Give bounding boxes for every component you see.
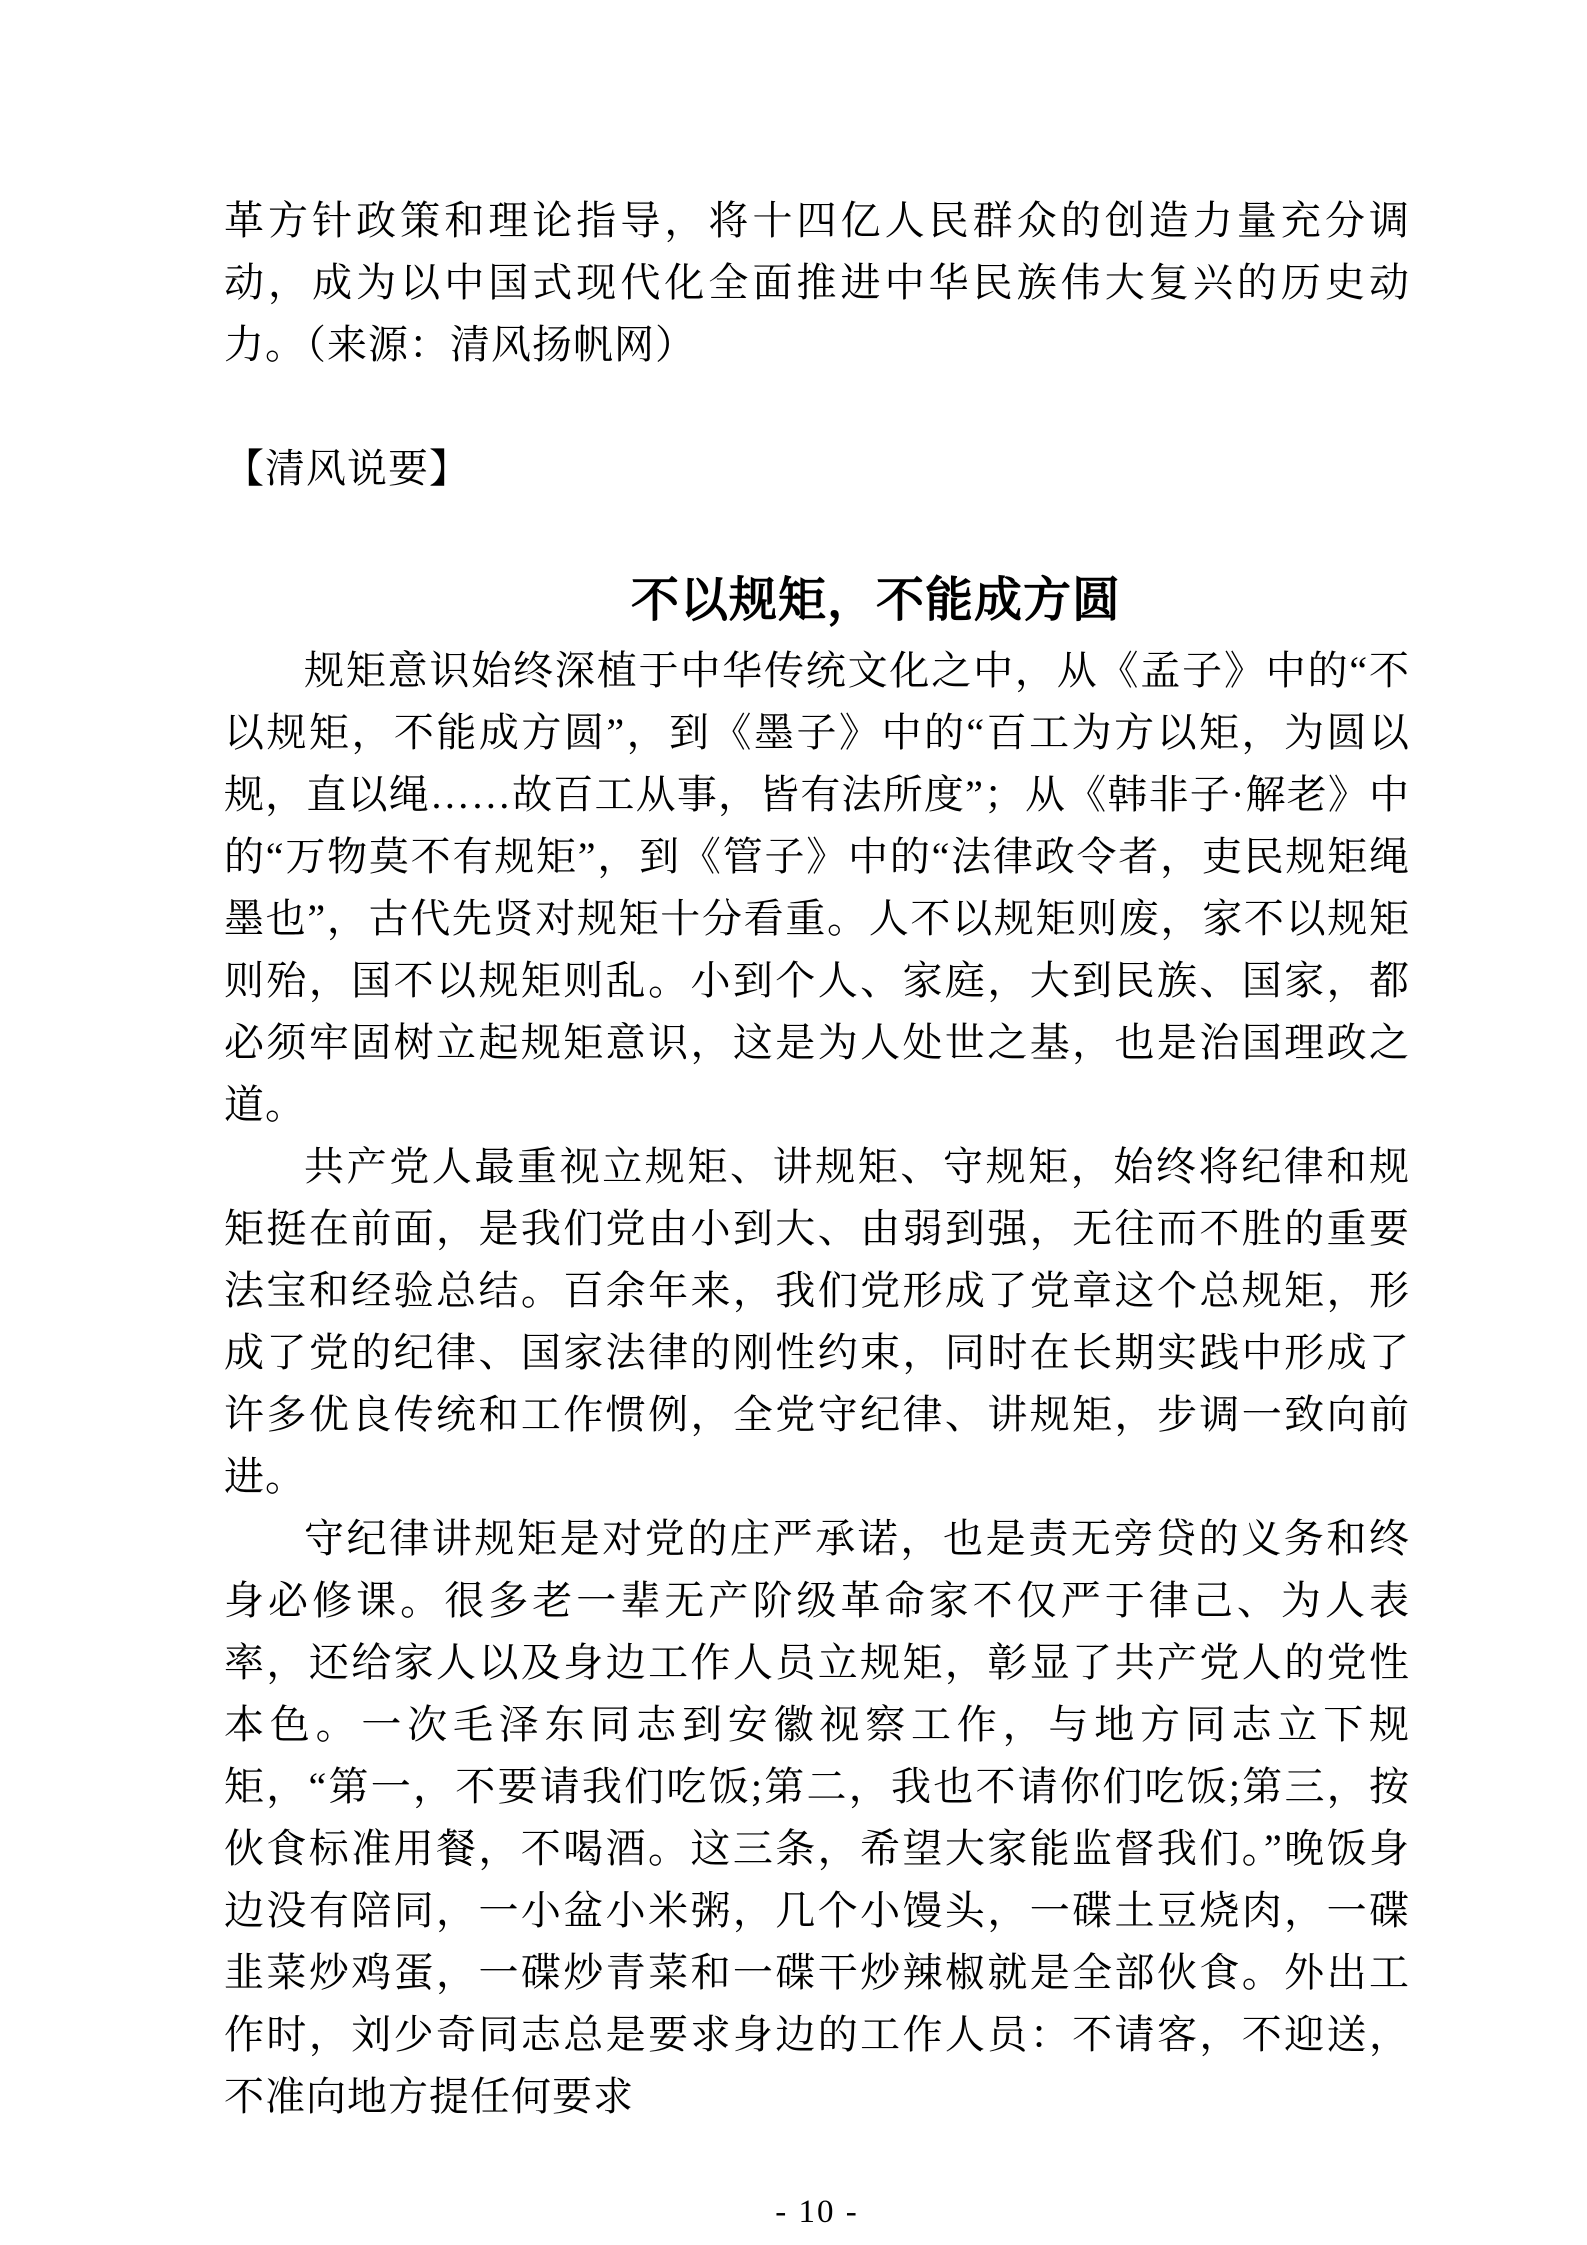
article-paragraph: 守纪律讲规矩是对党的庄严承诺，也是责无旁贷的义务和终身必修课。很多老一辈无产阶级革命家不仅严于律己、为人表率，还给家人以及身边工作人员立规矩，彰显了共产党人的党性本色。一次毛泽东同志到安徽视察工作，与地方同志立下规矩，“第一，不要请我们吃饭;第二，我也不请你们吃饭;第三，按伙食标准用餐，不喝酒。这三条，希望大家能监督我们。”晚饭身边没有陪同，一小盆小米粥，几个小馒头，一碟土豆烧肉，一碟韭菜炒鸡蛋，一碟炒青菜和一碟干炒辣椒就是全部伙食。外出工作时，刘少奇同志总是要求身边的工作人员：不请客，不迎送，不准向地方提任何要求 [224, 1516, 1410, 2119]
intro-paragraph: 革方针政策和理论指导，将十四亿人民群众的创造力量充分调动，成为以中国式现代化全面推进中华民族伟大复兴的历史动力。（来源：清风扬帆网） [224, 198, 1410, 367]
page-number: - 10 - [775, 2194, 859, 2230]
article-paragraph: 共产党人最重视立规矩、讲规矩、守规矩，始终将纪律和规矩挺在前面，是我们党由小到大、由弱到强，无往而不胜的重要法宝和经验总结。百余年来，我们党形成了党章这个总规矩，形成了党的纪律、国家法律的刚性约束，同时在长期实践中形成了许多优良传统和工作惯例，全党守纪律、讲规矩，步调一致向前进。 [224, 1144, 1410, 1499]
article-title: 不以规矩，不能成方圆 [630, 574, 1121, 627]
article-paragraph: 规矩意识始终深植于中华传统文化之中，从《孟子》中的“不以规矩，不能成方圆”，到《墨子》中的“百工为方以矩，为圆以规，直以绳……故百工从事，皆有法所度”；从《韩非子·解老》中的“万物莫不有规矩”，到《管子》中的“法律政令者，吏民规矩绳墨也”，古代先贤对规矩十分看重。人不以规矩则废，家不以规矩则殆，国不以规矩则乱。小到个人、家庭，大到民族、国家，都必须牢固树立起规矩意识，这是为人处世之基，也是治国理政之道。 [224, 648, 1410, 1127]
section-label: 【清风说要】 [224, 446, 470, 491]
